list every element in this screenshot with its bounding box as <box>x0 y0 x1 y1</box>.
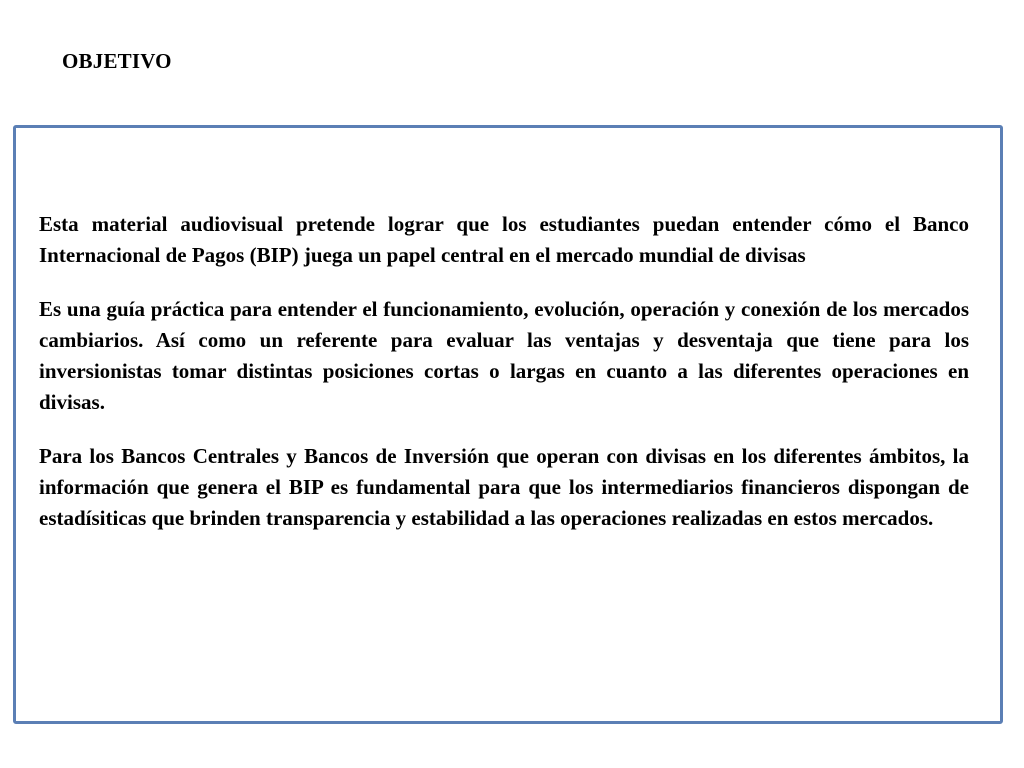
paragraph-central-banks: Para los Bancos Centrales y Bancos de Inversión que operan con divisas en los diferentes ámbitos, la información que genera el BIP es fundamental para que los intermediarios financieros dispongan de estadísiticas que brinden transparencia y estabilidad a las operaciones realizadas en estos mercados. <box>39 444 969 530</box>
slide-title: OBJETIVO <box>62 49 172 73</box>
paragraph-guide: Es una guía práctica para entender el funcionamiento, evolución, operación y conexión de los mercados cambiarios. Así como un referente para evaluar las ventajas y desventaja que tiene para los inversionistas tomar distintas posiciones cortas o largas en cuanto a las diferentes operaciones en divisas. <box>39 297 969 414</box>
objective-text <box>39 209 969 557</box>
paragraph-purpose: Esta material audiovisual pretende lograr que los estudiantes puedan entender cómo el Banco Internacional de Pagos (BIP) juega un papel central en el mercado mundial de divisas <box>39 212 969 267</box>
